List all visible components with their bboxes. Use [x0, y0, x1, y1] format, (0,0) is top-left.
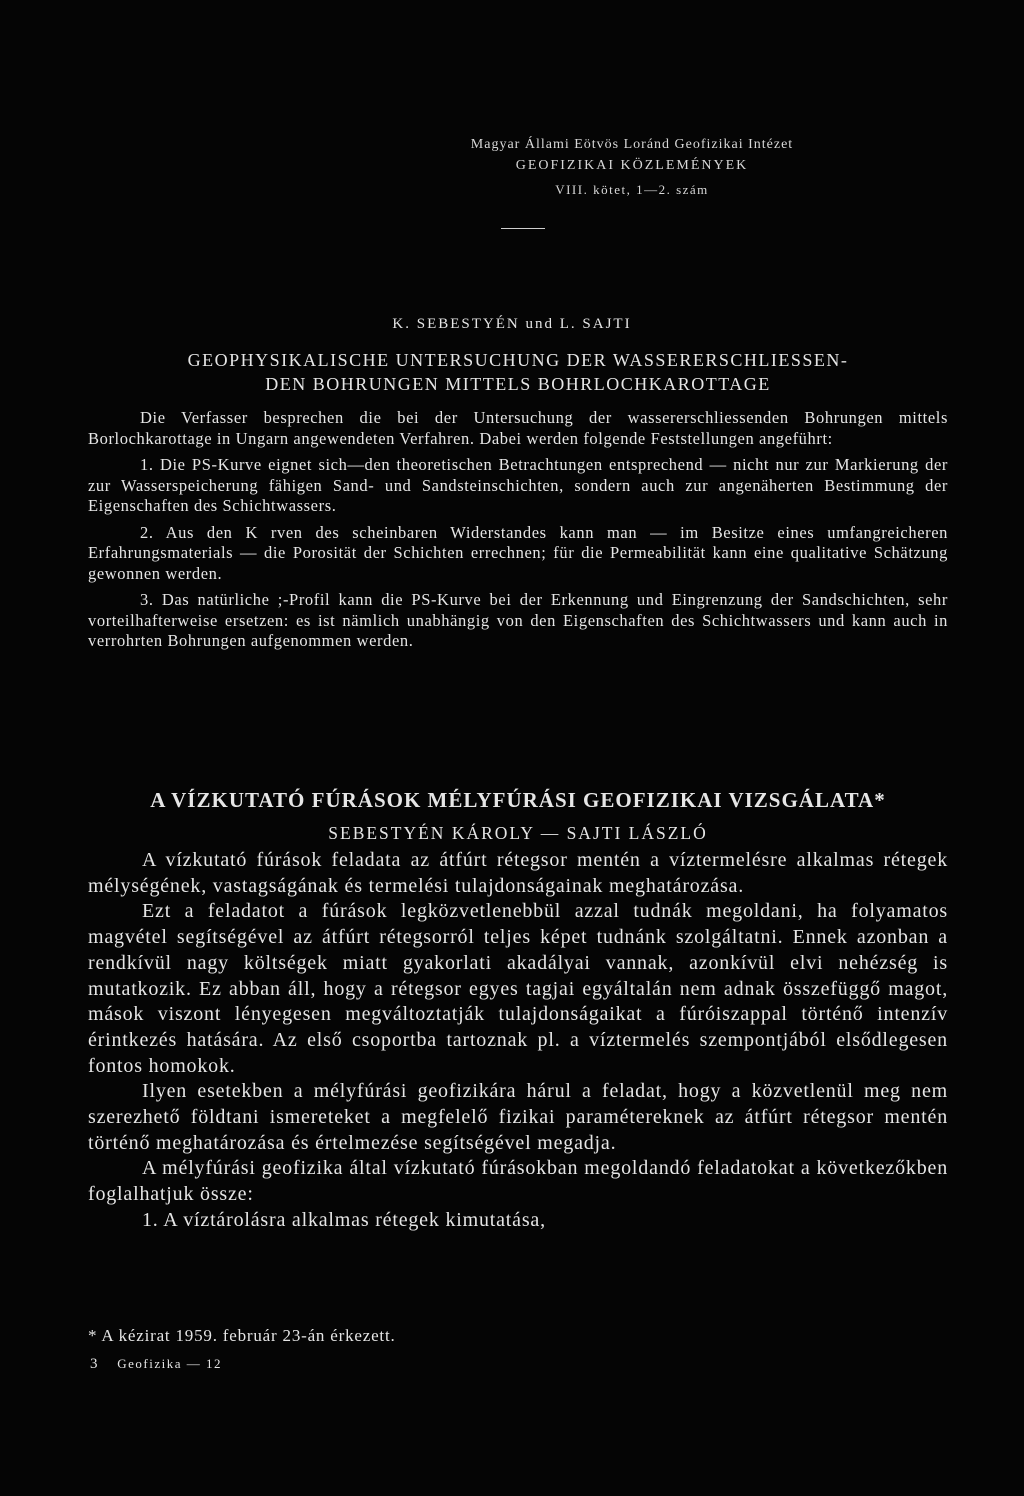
page-footer — [90, 1356, 222, 1373]
article-authors: SEBESTYÉN KÁROLY — SAJTI LÁSZLÓ — [328, 823, 708, 843]
german-authors: K. SEBESTYÉN und L. SAJTI — [392, 316, 632, 332]
german-intro: Die Verfasser besprechen die bei der Untersuchung der wassererschliessenden Bohrungen mittels Borlochkarottage in Ungarn angewendeten Verfahren. Dabei werden folgende Feststellungen angeführt: — [88, 408, 948, 448]
paragraph: 1. A víztárolásra alkalmas rétegek kimutatása, — [142, 1208, 546, 1231]
separator-line — [501, 228, 545, 229]
footnote: * A kézirat 1959. február 23-án érkezett. — [88, 1326, 396, 1345]
paragraph: Ilyen esetekben a mélyfúrási geofizikára hárul a feladat, hogy a közvetlenül meg nem szerezhető földtani ismereteket a megfelelő fizikai paramétereknek az átfúrt rétegsor mentén történő meghatározása és értelmezése segítségével megadja. — [88, 1080, 948, 1154]
institute-name: Magyar Állami Eötvös Loránd Geofizikai Intézet — [470, 137, 794, 152]
article-body — [88, 848, 948, 1234]
journal-name: GEOFIZIKAI KÖZLEMÉNYEK — [515, 158, 749, 173]
german-summary — [88, 408, 948, 652]
paragraph: A mélyfúrási geofizika által vízkutató fúrásokban megoldandó feladatokat a következőkben foglalhatjuk össze: — [88, 1157, 948, 1206]
volume-info: VIII. kötet, 1—2. szám — [555, 182, 709, 197]
german-point-2: 2. Aus den K rven des scheinbaren Widerstandes kann man — im Besitze eines umfangreicheren Erfahrungsmaterials — die Porosität der Schichten errechnen; für die Permeabilität kann eine qualitative Schätzung gewonnen werden. — [88, 522, 948, 583]
article-title: A VÍZKUTATÓ FÚRÁSOK MÉLYFÚRÁSI GEOFIZIKAI VIZSGÁLATA* — [150, 788, 886, 812]
paragraph: A vízkutató fúrások feladata az átfúrt rétegsor mentén a víztermelésre alkalmas rétegek mélységének, vastagságának és termelési tulajdonságainak meghatározása. — [88, 849, 948, 897]
page-number: 3 — [90, 1356, 99, 1372]
german-title-line1: GEOPHYSIKALISCHE UNTERSUCHUNG DER WASSERERSCHLIESSEN- — [187, 350, 849, 370]
german-point-1: 1. Die PS-Kurve eignet sich—den theoretischen Betrachtungen entsprechend — nicht nur zur Markierung der zur Wasserspeicherung fähigen Sand- und Sandsteinschichten, sondern auch zur angenäherten Bestimmung der Eigenschaften des Schichtwassers. — [88, 455, 948, 515]
german-point-3: 3. Das natürliche ;-Profil kann die PS-Kurve bei der Erkennung und Eingrenzung der Sandschichten, sehr vorteilhafterweise ersetzen: es ist nämlich unabhängig von den Eigenschaften des Schichtwassers und kann auch in verrohrten Bohrungen aufgenommen werden. — [88, 590, 948, 650]
signature-mark: Geofizika — 12 — [117, 1356, 223, 1371]
paragraph: Ezt a feladatot a fúrások legközvetlenebbül azzal tudnák megoldani, ha folyamatos magvétel segítségével az átfúrt rétegsorról teljes képet tudnánk szolgáltatni. Ennek azonban a rendkívül nagy költségek miatt gyakorlati akadályai vannak, azonkívül elvi nehézség is mutatkozik. Ez abban áll, hogy a rétegsor egyes tagjai egyáltalán nem adnak összefüggő magot, mások viszont lényegesen megváltoztatják tulajdonságaikat a fúróiszappal történő intenzív érintkezés hatására. Az első csoportba tartoznak pl. a víztermelés szempontjából elsődlegesen fontos homokok. — [88, 900, 948, 1077]
german-title-line2: DEN BOHRUNGEN MITTELS BOHRLOCHKAROTTAGE — [265, 374, 771, 394]
